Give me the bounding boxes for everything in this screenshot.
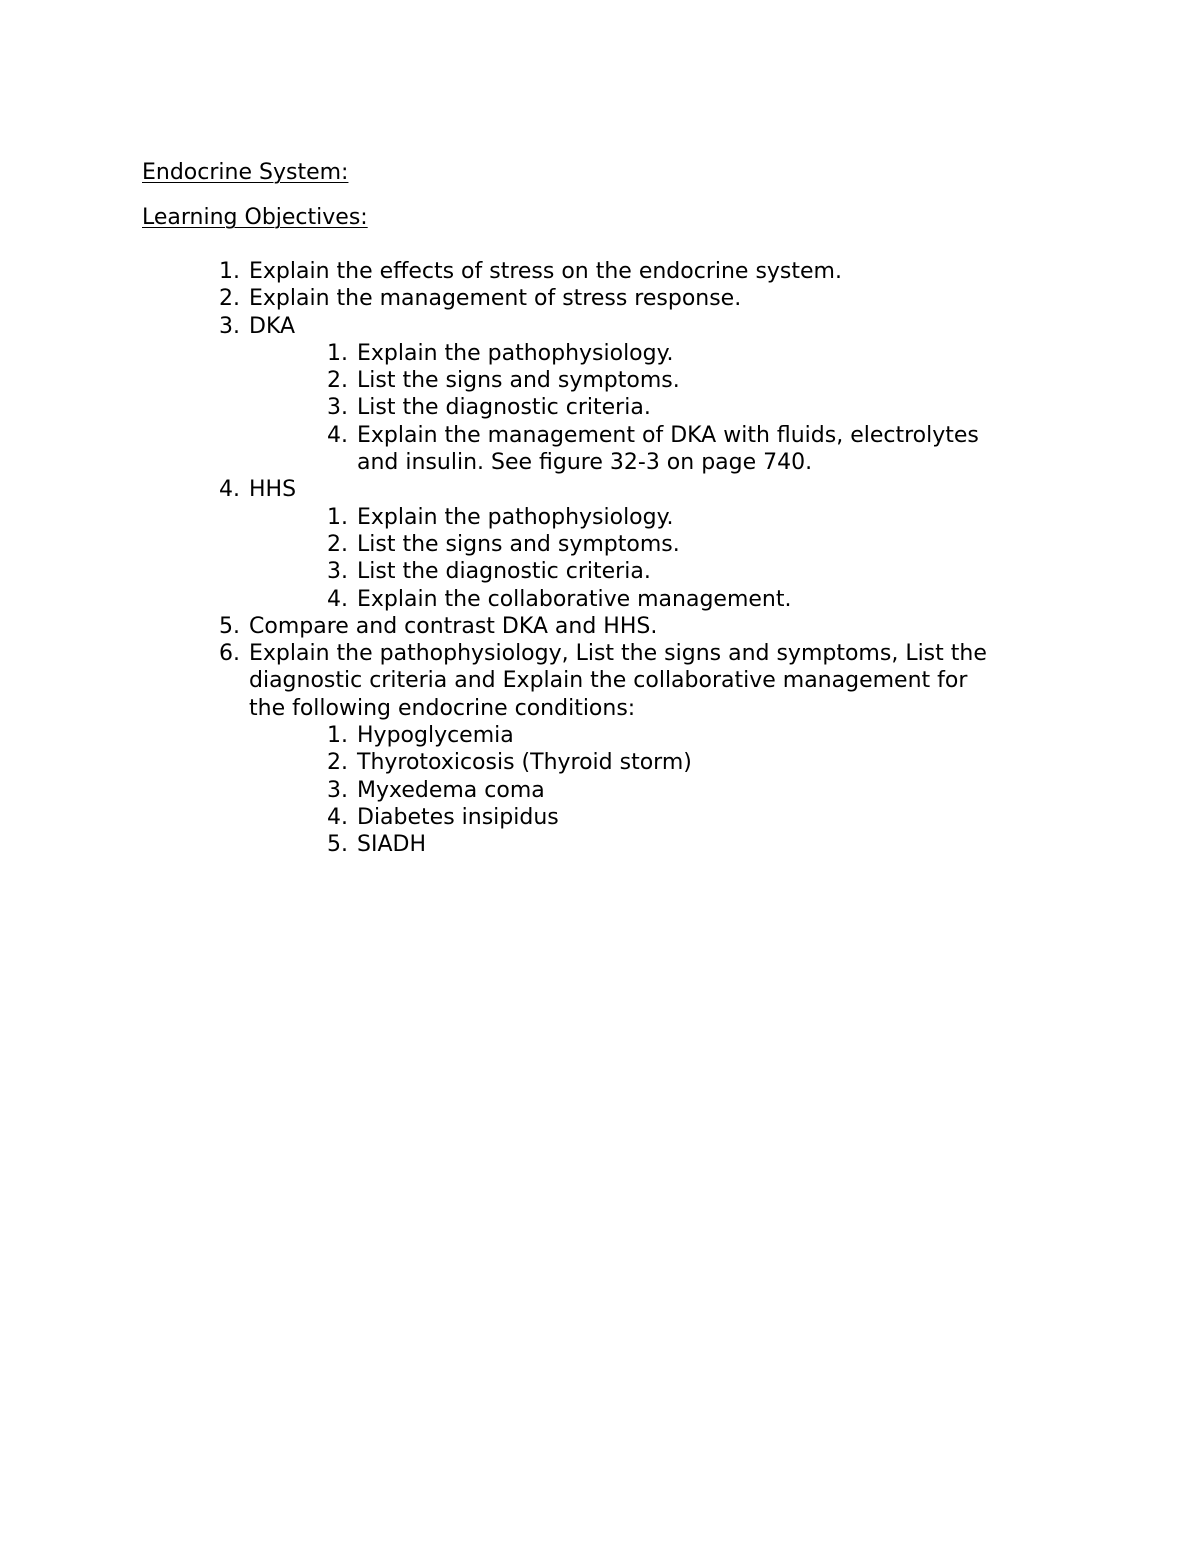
- objective-item: [0, 695, 1200, 722]
- list-text: List the signs and symptoms.: [357, 531, 680, 557]
- list-text: List the diagnostic criteria.: [357, 559, 651, 585]
- list-text: Diabetes insipidus: [357, 804, 559, 830]
- sub-objective-item: [0, 340, 1200, 367]
- sub-objective-item: [0, 531, 1200, 558]
- list-text: Explain the management of stress response.: [249, 286, 742, 312]
- list-text: the following endocrine conditions:: [249, 695, 636, 721]
- learning-objectives-heading: Learning Objectives:: [142, 205, 368, 230]
- list-number: 2.: [327, 531, 348, 557]
- list-text: Thyrotoxicosis (Thyroid storm): [357, 750, 692, 776]
- list-text: Explain the management of DKA with fluids, electrolytes: [357, 422, 979, 448]
- sub-objective-item: [0, 586, 1200, 613]
- sub-objective-item: [0, 394, 1200, 421]
- list-number: 4.: [327, 804, 348, 830]
- sub-objective-item: [0, 558, 1200, 585]
- list-number: 1.: [327, 340, 348, 366]
- list-number: 3.: [219, 313, 240, 339]
- sub-objective-item: [0, 749, 1200, 776]
- sub-objective-item: [0, 722, 1200, 749]
- list-number: 4.: [327, 586, 348, 612]
- list-text: DKA: [249, 313, 296, 339]
- sub-objective-item: [0, 422, 1200, 449]
- sub-objective-item: [0, 831, 1200, 858]
- list-number: 2.: [327, 368, 348, 394]
- list-number: 2.: [219, 286, 240, 312]
- list-number: 4.: [327, 422, 348, 448]
- sub-objective-item: [0, 504, 1200, 531]
- list-text: Explain the pathophysiology.: [357, 340, 674, 366]
- objective-item: [0, 640, 1200, 667]
- list-text: List the signs and symptoms.: [357, 368, 680, 394]
- list-number: 6.: [219, 641, 240, 667]
- objective-item: [0, 258, 1200, 285]
- list-number: 5.: [219, 613, 240, 639]
- objective-item: [0, 667, 1200, 694]
- list-text: SIADH: [357, 832, 426, 858]
- list-number: 4.: [219, 477, 240, 503]
- objective-item: [0, 313, 1200, 340]
- list-text: HHS: [249, 477, 297, 503]
- objectives-list: [0, 258, 1200, 859]
- sub-objective-item: [0, 804, 1200, 831]
- list-number: 1.: [327, 504, 348, 530]
- objective-item: [0, 613, 1200, 640]
- list-text: Explain the effects of stress on the endocrine system.: [249, 259, 842, 284]
- list-number: 5.: [327, 832, 348, 858]
- list-text: Compare and contrast DKA and HHS.: [249, 613, 658, 639]
- list-text: List the diagnostic criteria.: [357, 395, 651, 421]
- list-text: and insulin. See figure 32-3 on page 740.: [357, 450, 813, 476]
- list-number: 2.: [327, 750, 348, 776]
- list-text: Myxedema coma: [357, 777, 545, 803]
- sub-objective-item: [0, 777, 1200, 804]
- sub-objective-item: [0, 367, 1200, 394]
- list-number: 3.: [327, 395, 348, 421]
- list-number: 3.: [327, 559, 348, 585]
- list-text: Hypoglycemia: [357, 723, 514, 749]
- list-number: 1.: [219, 259, 240, 284]
- objective-item: [0, 476, 1200, 503]
- list-text: Explain the pathophysiology.: [357, 504, 674, 530]
- list-number: 1.: [327, 723, 348, 749]
- list-text: diagnostic criteria and Explain the collaborative management for: [249, 668, 968, 694]
- list-text: Explain the collaborative management.: [357, 586, 792, 612]
- objective-item: [0, 285, 1200, 312]
- list-text: Explain the pathophysiology, List the signs and symptoms, List the: [249, 641, 987, 667]
- list-number: 3.: [327, 777, 348, 803]
- sub-objective-item: [0, 449, 1200, 476]
- document-title: Endocrine System:: [142, 160, 349, 185]
